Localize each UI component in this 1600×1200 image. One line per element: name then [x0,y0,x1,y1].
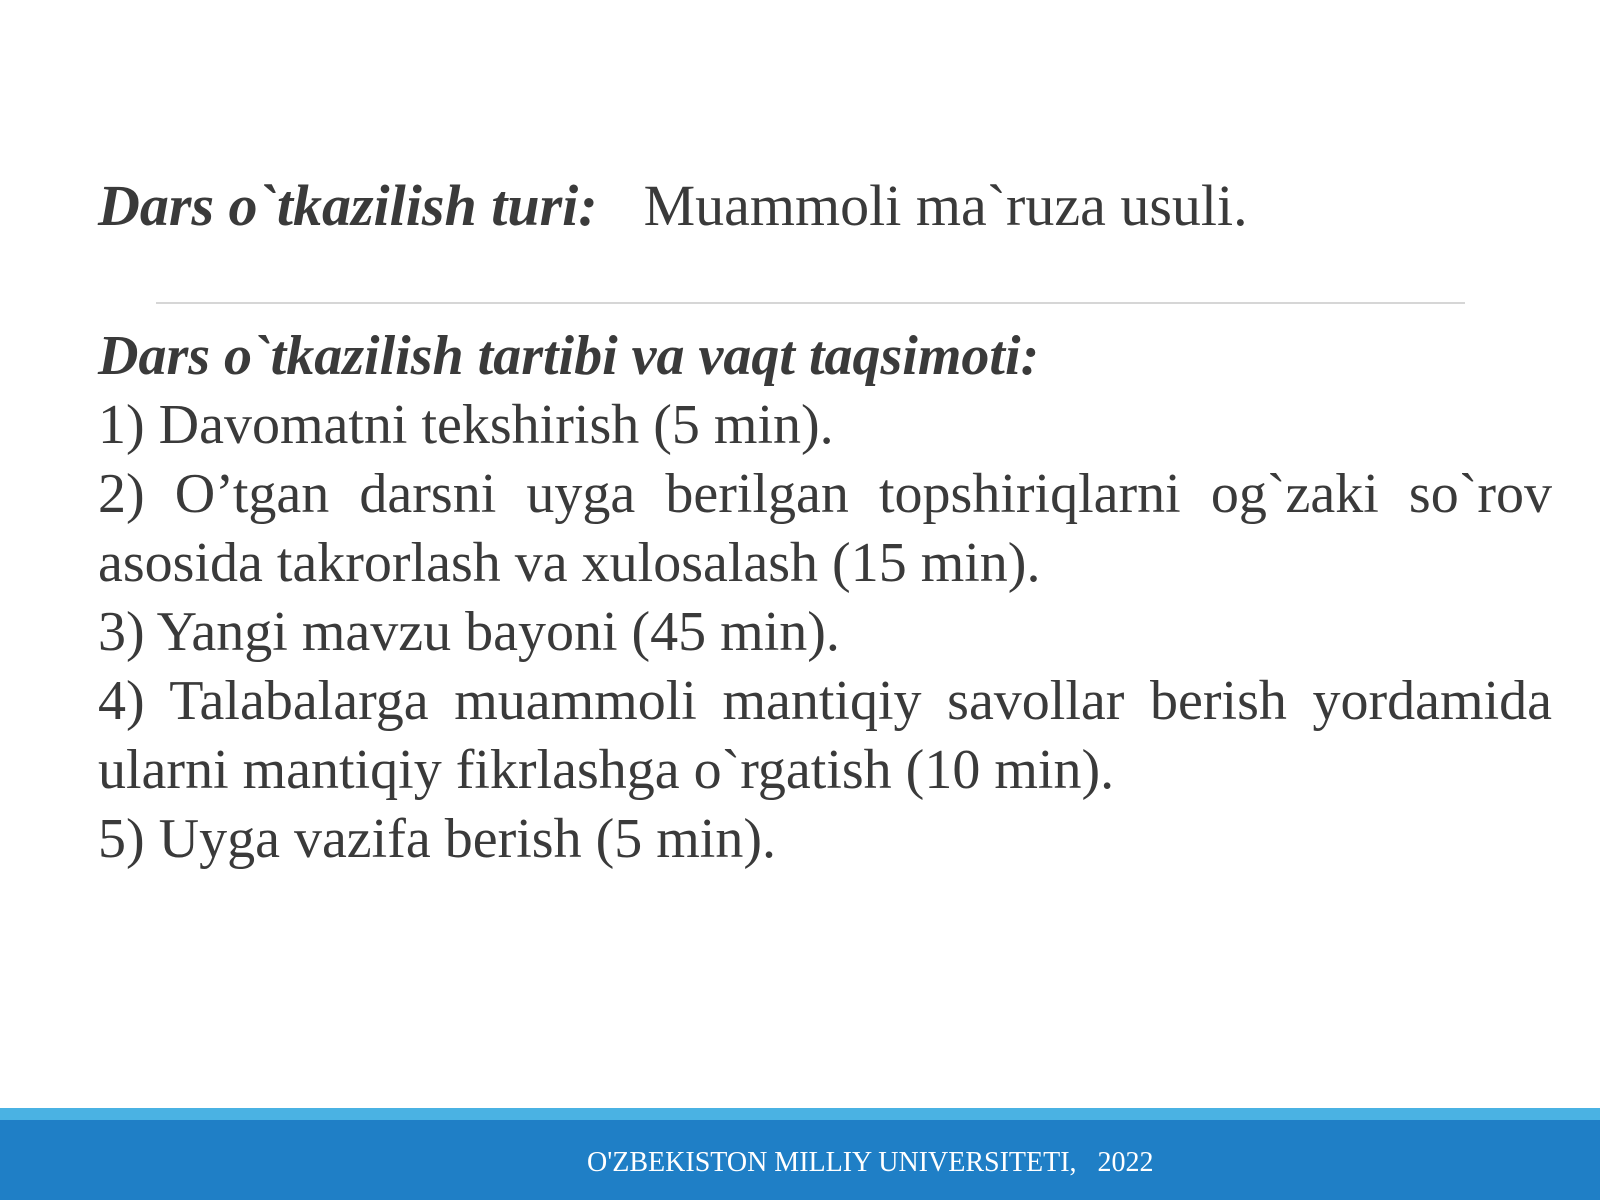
schedule-item-1: 1) Davomatni tekshirish (5 min). [98,394,834,456]
schedule-heading: Dars o`tkazilish tartibi va vaqt taqsimoti: [98,325,1040,387]
lesson-type-value: Muammoli ma`ruza usuli. [643,173,1248,238]
schedule-section [98,322,1552,874]
schedule-item-4: 4) Talabalarga muammoli mantiqiy savollar berish yordamida ularni mantiqiy fikrlashga o`rgatish (10 min). [98,670,1552,801]
lesson-type-label: Dars o`tkazilish turi: [98,173,598,238]
schedule-item-3: 3) Yangi mavzu bayoni (45 min). [98,601,840,663]
footer-accent-stripe [0,1108,1600,1120]
footer-text: O'ZBEKISTON MILLIY UNIVERSITETI, 2022 [587,1147,1154,1178]
lesson-type-line [98,170,1248,242]
divider-line [156,302,1465,304]
schedule-item-2: 2) O’tgan darsni uyga berilgan topshiriqlarni og`zaki so`rov asosida takrorlash va xulosalash (15 min). [98,463,1552,594]
schedule-item-5: 5) Uyga vazifa berish (5 min). [98,808,776,870]
